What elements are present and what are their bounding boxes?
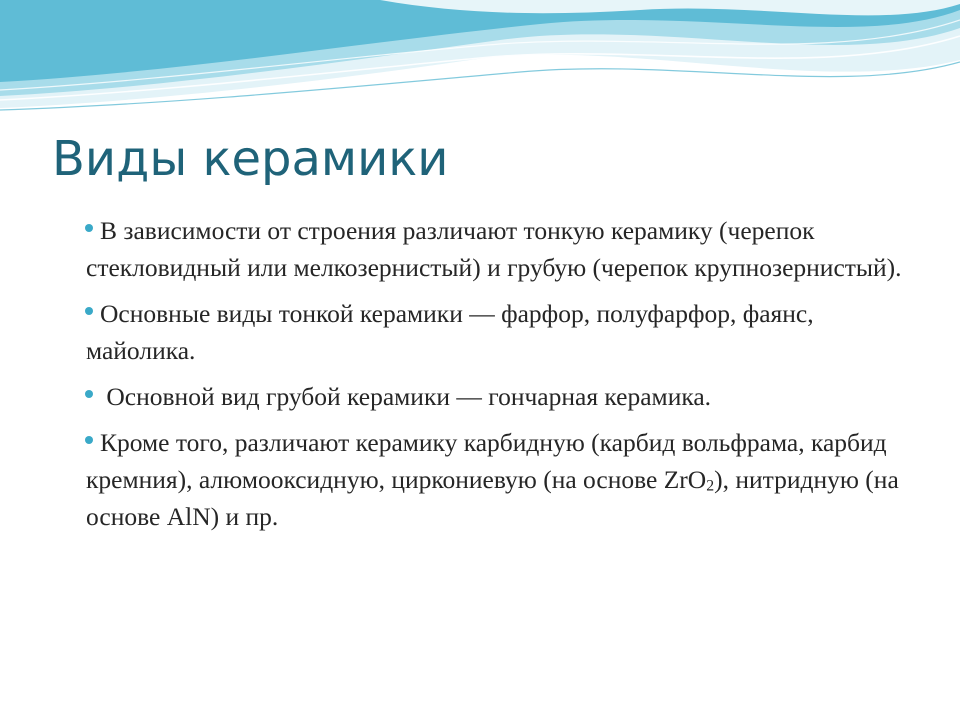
formula: AlN	[166, 502, 211, 531]
bullet-text-part: Кроме того, различают керамику карбидную (карбид вольфрама, карбид кремния), алюмооксидную, циркониевую (на основе ZrO	[86, 428, 887, 494]
bullet-text-part: ) и пр.	[210, 502, 279, 531]
bullet-item	[86, 424, 916, 535]
bullet-text-part: ), нитридную (на основе	[86, 465, 899, 531]
bullet-text: Основной вид грубой керамики — гончарная керамика.	[100, 382, 712, 411]
bullet-item	[86, 212, 916, 286]
bullet-text	[86, 424, 916, 535]
bullet-item	[86, 378, 916, 415]
slide-title: Виды керамики	[52, 131, 449, 187]
bullet-text: В зависимости от строения различают тонкую керамику (черепок стекловидный или мелкозернистый) и грубую (черепок крупнозернистый).	[86, 216, 902, 282]
bullet-icon	[85, 307, 93, 315]
bullet-icon	[85, 390, 93, 398]
bullet-text: Основные виды тонкой керамики — фарфор, полуфарфор, фаянс, майолика.	[86, 299, 814, 365]
bullet-item	[86, 295, 916, 369]
bullet-icon	[85, 224, 93, 232]
wave-header-decoration	[0, 0, 960, 130]
bullet-icon	[85, 436, 93, 444]
bullet-list	[86, 212, 916, 544]
formula-subscript: 2	[706, 477, 715, 495]
